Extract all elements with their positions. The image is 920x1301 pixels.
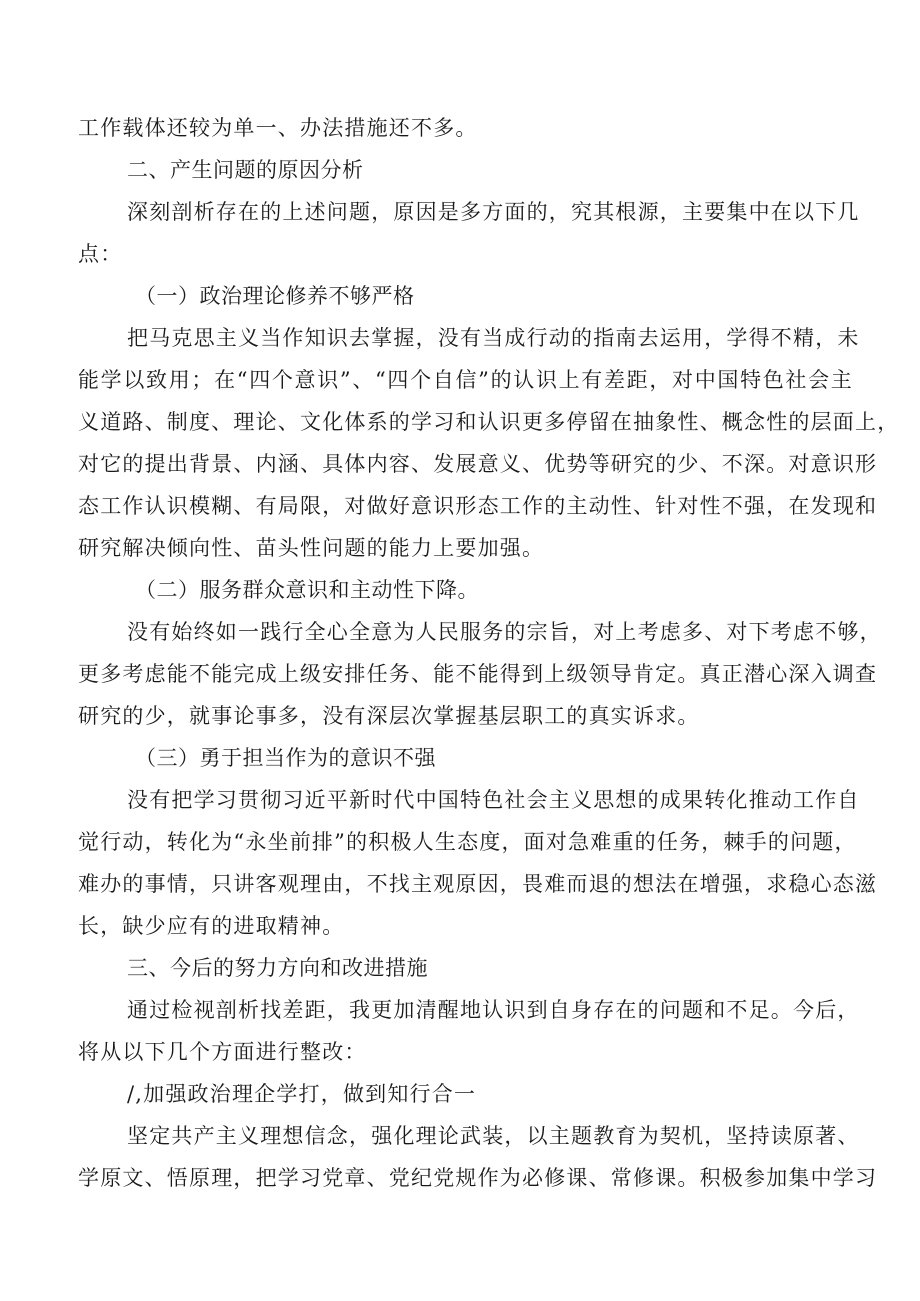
body-text-line: 难办的事情，只讲客观理由，不找主观原因，畏难而退的想法在增强，求稳心态滋 [78,872,878,896]
body-text-line: 能学以致用；在“四个意识”、“四个自信”的认识上有差距，对中国特色社会主 [78,368,853,392]
section-heading-2: 二、产生问题的原因分析 [127,158,364,182]
body-text-line: 义道路、制度、理论、文化体系的学习和认识更多停留在抽象性、概念性的层面上， [78,410,900,434]
body-text-line: 把马克思主义当作知识去掌握，没有当成行动的指南去运用，学得不精，未 [127,326,860,350]
body-text-line: 通过检视剖析找差距，我更加清醒地认识到自身存在的问题和不足。今后， [127,998,860,1022]
body-text-line: 研究解决倾向性、苗头性问题的能力上要加强。 [78,536,545,560]
subsection-heading-1: （一）政治理论修养不够严格 [135,284,415,308]
item-heading-1: /,加强政治理企学打，做到知行合一 [127,1082,477,1106]
subsection-heading-2: （二）服务群众意识和主动性下降。 [135,578,479,602]
body-text-line: 学原文、悟原理，把学习党章、党纪党规作为必修课、常修课。积极参加集中学习 [78,1166,878,1190]
body-text-line: 没有始终如一践行全心全意为人民服务的宗旨，对上考虑多、对下考虑不够， [127,620,882,644]
body-text-line: 更多考虑能不能完成上级安排任务、能不能得到上级领导肯定。真正潜心深入调查 [78,662,878,686]
body-text-line: 将从以下几个方面进行整改： [78,1040,367,1064]
subsection-heading-3: （三）勇于担当作为的意识不强 [135,746,436,770]
section-heading-3: 三、今后的努力方向和改进措施 [127,956,428,980]
body-text-line: 没有把学习贯彻习近平新时代中国特色社会主义思想的成果转化推动工作自 [127,788,860,812]
body-text-line: 对它的提出背景、内涵、具体内容、发展意义、优势等研究的少、不深。对意识形 [78,452,878,476]
body-text-line: 深刻剖析存在的上述问题，原因是多方面的，究其根源，主要集中在以下几 [127,200,860,224]
body-text-line: 态工作认识模糊、有局限，对做好意识形态工作的主动性、针对性不强，在发现和 [78,494,878,518]
body-text-line: 觉行动，转化为“永坐前排”的积极人生态度，面对急难重的任务，棘手的问题， [78,830,857,854]
body-text-line: 坚定共产主义理想信念，强化理论武装，以主题教育为契机，坚持读原著、 [127,1124,860,1148]
body-text-line: 长，缺少应有的进取精神。 [78,914,345,938]
body-text-line: 点： [78,242,123,266]
body-text-line: 工作载体还较为单一、办法措施还不多。 [78,116,478,140]
body-text-line: 研究的少，就事论事多，没有深层次掌握基层职工的真实诉求。 [78,704,700,728]
